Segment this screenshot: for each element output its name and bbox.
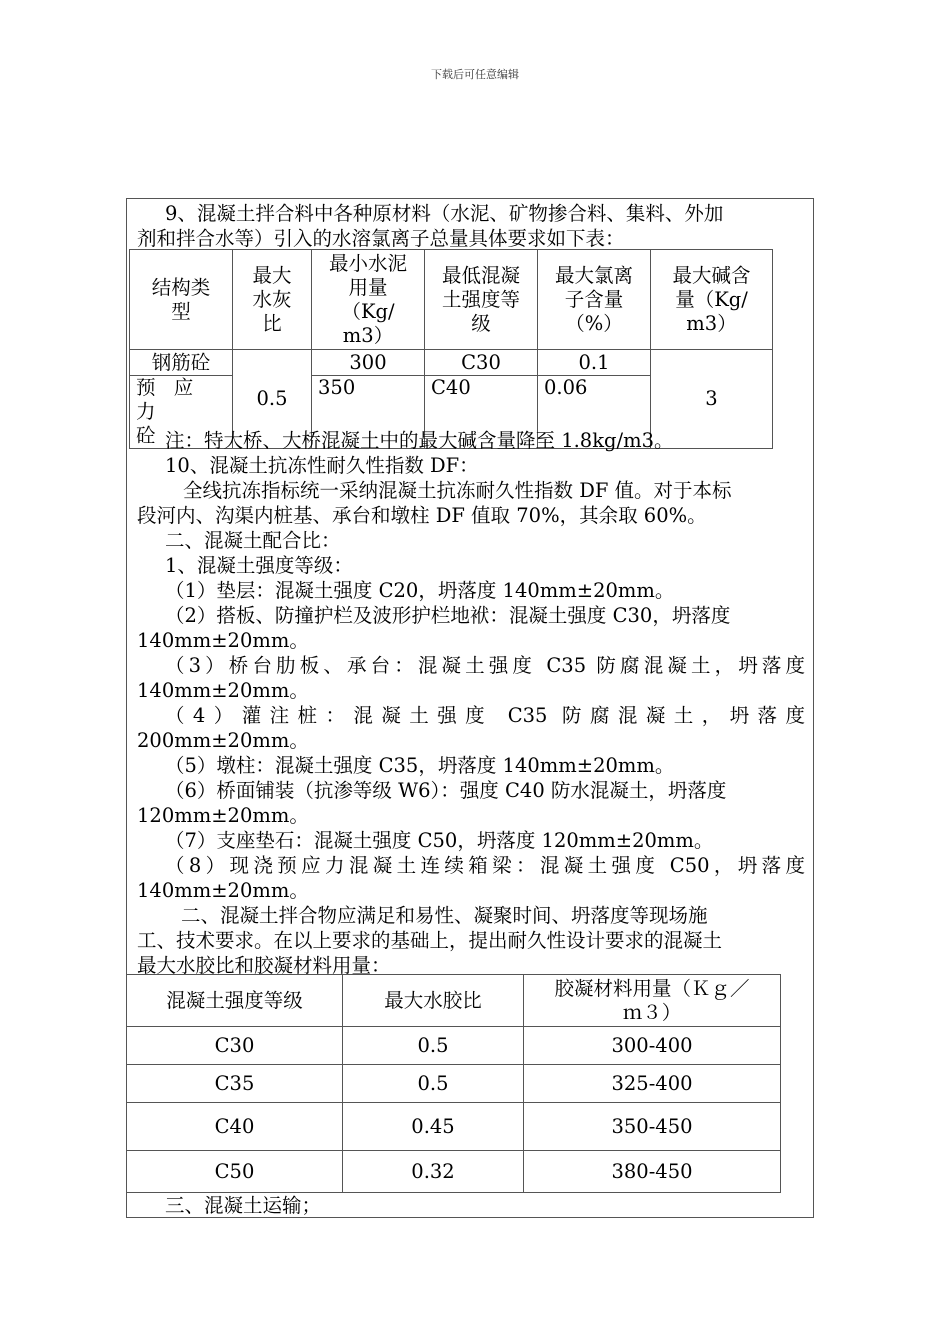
t1-h5-l3: （%）: [565, 311, 623, 335]
item-3a: （3）桥台肋板、承台：混凝土强度 C35 防腐混凝土，坍落度: [165, 654, 805, 677]
header-note: 下载后可任意编辑: [431, 68, 519, 81]
t2-cell-binder: 300-400: [524, 1027, 781, 1065]
table2-row: [127, 1151, 781, 1193]
t1-header-min-grade: [425, 250, 538, 350]
t1-h5-l1: 最大氯离: [554, 263, 633, 287]
t1-h6-l3: m3）: [686, 311, 737, 335]
sec2b-line-2: 工、技术要求。在以上要求的基础上，提出耐久性设计要求的混凝土: [137, 929, 723, 952]
item-6b: 120mm±20mm。: [137, 804, 309, 827]
sec3-heading: 三、混凝土运输；: [165, 1194, 322, 1217]
t1-cell-type: 钢筋砼: [130, 350, 233, 376]
t2-cell-grade: C40: [127, 1103, 343, 1151]
t1-header-min-cement: [312, 250, 425, 350]
t2-cell-binder: 380-450: [524, 1151, 781, 1193]
t1-h2-l3: 比: [262, 311, 282, 335]
item-8a: （8）现浇预应力混凝土连续箱梁：混凝土强度 C50，坍落度: [165, 854, 805, 877]
t1-header-max-alkali: [651, 250, 773, 350]
t1-cell-alkali: 3: [651, 350, 773, 449]
intro-line-1: 9、混凝土拌合料中各种原材料（水泥、矿物掺合料、集料、外加: [165, 202, 724, 225]
t1-h2-l2: 水灰: [252, 287, 292, 311]
table2-row: [127, 1027, 781, 1065]
t1-h4-l2: 土强度等: [441, 287, 520, 311]
item-2b: 140mm±20mm。: [137, 629, 309, 652]
item-5: （5）墩柱：混凝土强度 C35，坍落度 140mm±20mm。: [165, 754, 675, 777]
t2-h3-l1: 胶凝材料用量（Ｋｇ／: [554, 976, 750, 1000]
sec2-heading: 二、混凝土配合比：: [165, 529, 341, 552]
item-4a: （4）灌注桩：混凝土强度 C35 防腐混凝土，坍落度: [165, 704, 805, 727]
t1-header-water-cement: [233, 250, 312, 350]
t2-h3-l2: ｍ３）: [622, 1000, 682, 1024]
note-line: 注：特大桥、大桥混凝土中的最大碱含量降至 1.8kg/m3。: [165, 429, 674, 452]
table1-row-rc: [130, 350, 773, 376]
t1-h3-l3: （Kg/: [341, 299, 395, 323]
t2-cell-grade: C30: [127, 1027, 343, 1065]
table2-row: [127, 1103, 781, 1151]
t1-type-l2: 砼: [136, 424, 156, 447]
t1-cell-grade: C30: [425, 350, 538, 376]
t1-h4-l3: 级: [471, 311, 491, 335]
t1-h3-l2: 用量: [348, 275, 388, 299]
p10-line: 10、混凝土抗冻性耐久性指数 DF：: [165, 454, 479, 477]
t1-cell-cement: 300: [312, 350, 425, 376]
item-6a: （6）桥面铺装（抗渗等级 W6）：强度 C40 防水混凝土，坍落度: [165, 779, 727, 802]
item-3b: 140mm±20mm。: [137, 679, 309, 702]
t2-cell-grade: C35: [127, 1065, 343, 1103]
t1-cell-cement: 350: [312, 376, 425, 449]
t1-header-max-chloride: [538, 250, 651, 350]
t1-h1-l2: 型: [171, 299, 191, 323]
t1-h4-l1: 最低混凝: [441, 263, 520, 287]
t1-cell-chloride: 0.06: [538, 376, 651, 449]
intro-line-2: 剂和拌合水等）引入的水溶氯离子总量具体要求如下表：: [137, 227, 625, 250]
t1-h6-l2: 量（Kg/: [675, 287, 748, 311]
t1-type-l1: 预 应 力: [136, 376, 200, 423]
sub1-heading: 1、混凝土强度等级：: [165, 554, 353, 577]
t1-cell-water-cement: 0.5: [233, 350, 312, 449]
table1-header-row: [130, 250, 773, 350]
p10a-line: 全线抗冻指标统一采纳混凝土抗冻耐久性指数 DF 值。对于本标: [183, 479, 732, 502]
t1-h3-l4: m3）: [342, 323, 394, 347]
t2-cell-ratio: 0.45: [343, 1103, 524, 1151]
t2-cell-ratio: 0.5: [343, 1065, 524, 1103]
t1-h3-l1: 最小水泥: [328, 251, 407, 275]
t2-cell-ratio: 0.5: [343, 1027, 524, 1065]
item-1: （1）垫层：混凝土强度 C20，坍落度 140mm±20mm。: [165, 579, 675, 602]
t1-cell-grade: C40: [425, 376, 538, 449]
t2-header-binder: [524, 975, 781, 1027]
p10b-line: 段河内、沟渠内桩基、承台和墩柱 DF 值取 70%，其余取 60%。: [137, 504, 707, 527]
t1-h1-l1: 结构类: [151, 275, 211, 299]
t1-h5-l2: 子含量: [564, 287, 624, 311]
item-4b: 200mm±20mm。: [137, 729, 309, 752]
t1-h6-l1: 最大碱含: [672, 263, 751, 287]
t1-h2-l1: 最大: [252, 263, 292, 287]
t1-cell-chloride: 0.1: [538, 350, 651, 376]
t2-cell-ratio: 0.32: [343, 1151, 524, 1193]
binder-requirements-table: [126, 974, 781, 1193]
t2-header-ratio: 最大水胶比: [343, 975, 524, 1027]
table2-row: [127, 1065, 781, 1103]
item-2a: （2）搭板、防撞护栏及波形护栏地袱：混凝土强度 C30，坍落度: [165, 604, 731, 627]
t2-header-grade: 混凝土强度等级: [127, 975, 343, 1027]
t2-cell-binder: 350-450: [524, 1103, 781, 1151]
t1-header-structure-type: [130, 250, 233, 350]
chloride-requirements-table: [129, 249, 773, 449]
t2-cell-grade: C50: [127, 1151, 343, 1193]
sec2b-line-3: 最大水胶比和胶凝材料用量：: [137, 954, 391, 977]
sec2b-line-1: 二、混凝土拌合物应满足和易性、凝聚时间、坍落度等现场施: [181, 904, 708, 927]
table2-header-row: [127, 975, 781, 1027]
item-8b: 140mm±20mm。: [137, 879, 309, 902]
item-7: （7）支座垫石：混凝土强度 C50，坍落度 120mm±20mm。: [165, 829, 714, 852]
document-frame: [126, 198, 814, 1218]
t2-cell-binder: 325-400: [524, 1065, 781, 1103]
